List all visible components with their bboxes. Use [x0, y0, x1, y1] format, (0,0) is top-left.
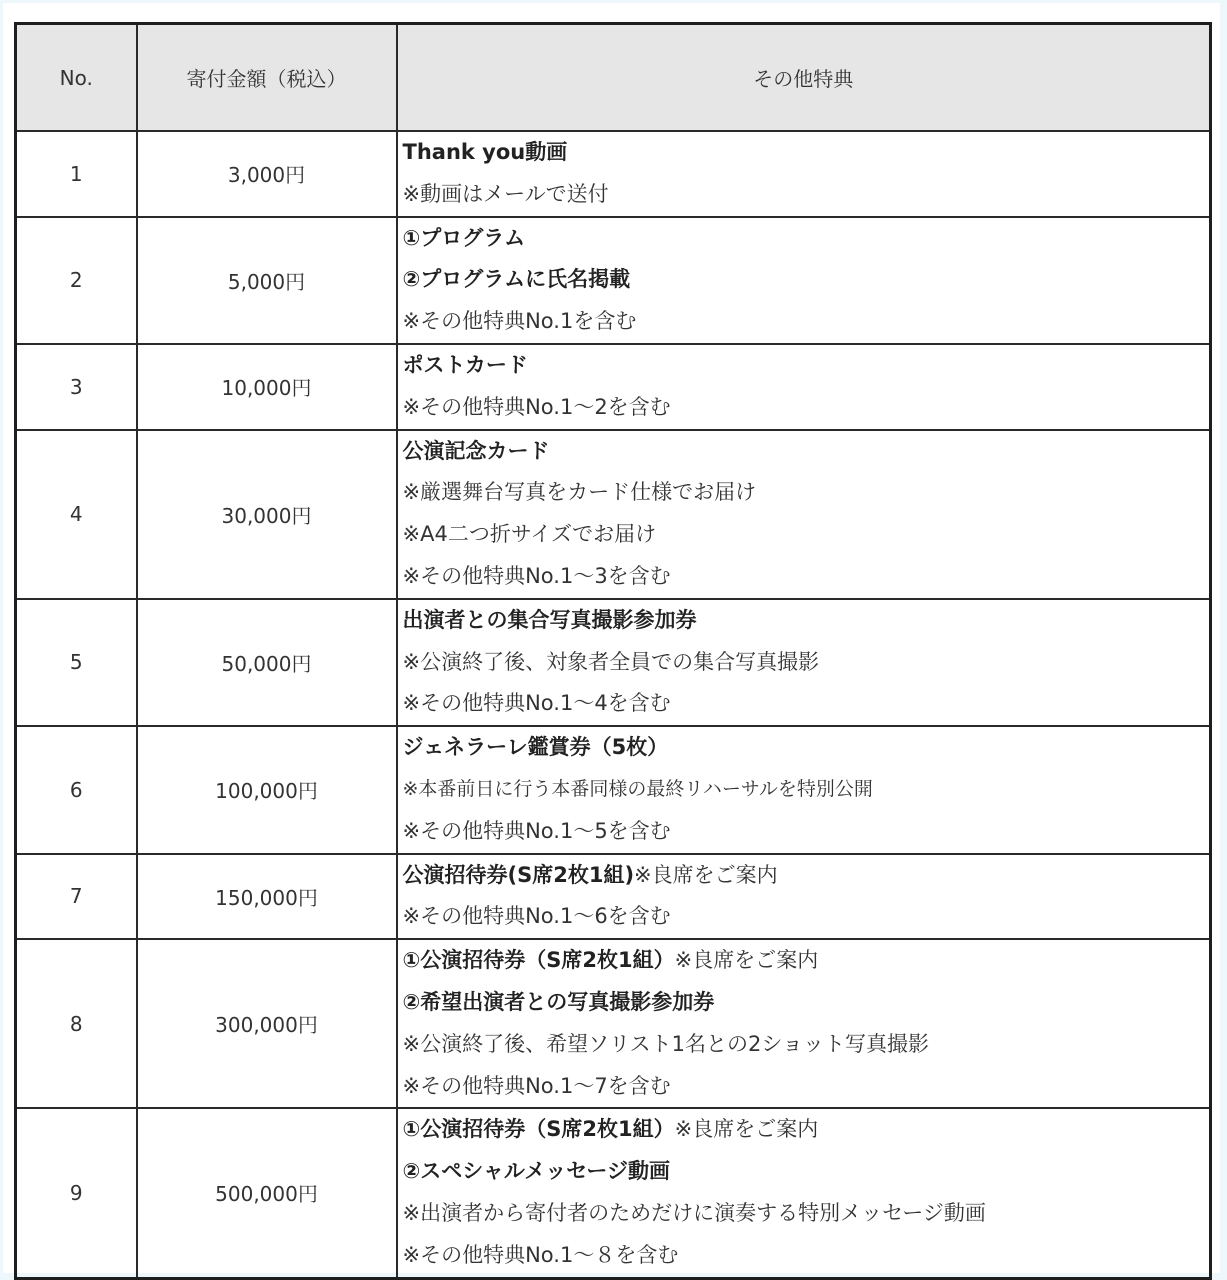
row-number: 3 [16, 344, 137, 430]
header-perks: その他特典 [397, 24, 1211, 132]
donation-amount: 30,000円 [137, 430, 397, 599]
donation-amount: 10,000円 [137, 344, 397, 430]
row-number: 2 [16, 217, 137, 344]
donation-amount: 300,000円 [137, 939, 397, 1108]
perk-title [403, 218, 1210, 260]
perk-text: ※その他特典No.1を含む [402, 309, 637, 334]
perk-note [403, 556, 1210, 598]
perk-text: ※A4二つ折サイズでお届け [402, 522, 657, 547]
row-number: 1 [16, 131, 137, 217]
perk-text: 公演招待券(S席2枚1組) [402, 862, 635, 887]
perk-note [403, 811, 1210, 853]
perk-note [403, 769, 1210, 811]
perk-text: ※出演者から寄付者のためだけに演奏する特別メッセージ動画 [402, 1200, 986, 1225]
perk-details [397, 217, 1211, 344]
perk-title [403, 132, 1210, 174]
perk-text: ※本番前日に行う本番同様の最終リハーサルを特別公開 [402, 777, 873, 800]
perk-text: ※公演終了後、希望ソリスト1名との2ショット写真撮影 [402, 1031, 929, 1056]
donation-amount: 3,000円 [137, 131, 397, 217]
table-row [16, 726, 1211, 853]
row-number: 4 [16, 430, 137, 599]
perk-note [403, 514, 1210, 556]
row-number: 9 [16, 1108, 137, 1278]
perk-text: ジェネラーレ鑑賞券（5枚） [402, 735, 669, 760]
perk-details [397, 430, 1211, 599]
donation-amount: 150,000円 [137, 854, 397, 940]
perk-details [397, 131, 1211, 217]
perk-text: ※その他特典No.1～5を含む [402, 818, 671, 843]
perk-text: ※公演終了後、対象者全員での集合写真撮影 [402, 649, 820, 674]
row-number: 8 [16, 939, 137, 1108]
perk-title [403, 727, 1210, 769]
table-row [16, 939, 1211, 1108]
perk-text: ※動画はメールで送付 [402, 181, 609, 206]
document-sheet [3, 3, 1220, 1273]
table-row [16, 217, 1211, 344]
perk-title [403, 940, 1210, 982]
perk-details [397, 599, 1211, 726]
perk-note-inline: ※良席をご案内 [634, 862, 778, 887]
perk-text: ※その他特典No.1～2を含む [402, 394, 671, 419]
perk-text: ※その他特典No.1～4を含む [402, 691, 671, 716]
perk-text: ②希望出演者との写真撮影参加券 [402, 989, 715, 1014]
row-number: 6 [16, 726, 137, 853]
perk-details [397, 939, 1211, 1108]
perk-details [397, 726, 1211, 853]
row-number: 7 [16, 854, 137, 940]
perk-note [403, 387, 1210, 429]
header-no: No. [16, 24, 137, 132]
row-number: 5 [16, 599, 137, 726]
perk-text: ポストカード [402, 352, 528, 377]
perk-note-inline: ※良席をご案内 [674, 1117, 819, 1142]
table-row [16, 430, 1211, 599]
donation-amount: 100,000円 [137, 726, 397, 853]
perk-note [403, 1235, 1210, 1277]
perk-title [403, 345, 1210, 387]
perk-text: 出演者との集合写真撮影参加券 [402, 607, 697, 632]
perk-text: ①公演招待券（S席2枚1組） [402, 948, 675, 973]
perk-text: ※厳選舞台写真をカード仕様でお届け [402, 480, 757, 505]
table-row [16, 854, 1211, 940]
perk-text: ②プログラムに氏名掲載 [402, 267, 631, 292]
table-row [16, 599, 1211, 726]
table-row [16, 131, 1211, 217]
perk-note [403, 1066, 1210, 1108]
perk-text: ①公演招待券（S席2枚1組） [402, 1117, 675, 1142]
perk-text: 公演記念カード [402, 438, 550, 463]
perk-title [403, 431, 1210, 473]
perk-note [403, 1193, 1210, 1235]
perk-text: ※その他特典No.1～８を含む [402, 1242, 679, 1267]
table-header-row [16, 24, 1211, 132]
perk-note [403, 683, 1210, 725]
perk-note [403, 1024, 1210, 1066]
perk-note [403, 174, 1210, 216]
perk-title [403, 1109, 1210, 1151]
perk-details [397, 1108, 1211, 1278]
perk-text: ※その他特典No.1～6を含む [402, 904, 671, 929]
perk-note [403, 472, 1210, 514]
perk-note-inline: ※良席をご案内 [674, 948, 819, 973]
perk-note [403, 642, 1210, 684]
perk-text: ②スペシャルメッセージ動画 [402, 1159, 670, 1184]
perk-details [397, 344, 1211, 430]
perk-details [397, 854, 1211, 940]
donation-perks-table [14, 22, 1212, 1280]
perk-title [403, 600, 1210, 642]
perk-text: ※その他特典No.1～7を含む [402, 1073, 671, 1098]
perk-note [403, 301, 1210, 343]
perk-title [403, 1151, 1210, 1193]
perk-title [403, 259, 1210, 301]
table-row [16, 1108, 1211, 1278]
perk-title [403, 855, 1210, 897]
perk-text: ①プログラム [402, 225, 526, 250]
donation-amount: 50,000円 [137, 599, 397, 726]
table-row [16, 344, 1211, 430]
perk-text: ※その他特典No.1～3を含む [402, 563, 671, 588]
perk-title [403, 982, 1210, 1024]
perk-note [403, 896, 1210, 938]
header-amount: 寄付金額（税込） [137, 24, 397, 132]
donation-amount: 5,000円 [137, 217, 397, 344]
perk-text: Thank you動画 [402, 140, 568, 164]
donation-amount: 500,000円 [137, 1108, 397, 1278]
